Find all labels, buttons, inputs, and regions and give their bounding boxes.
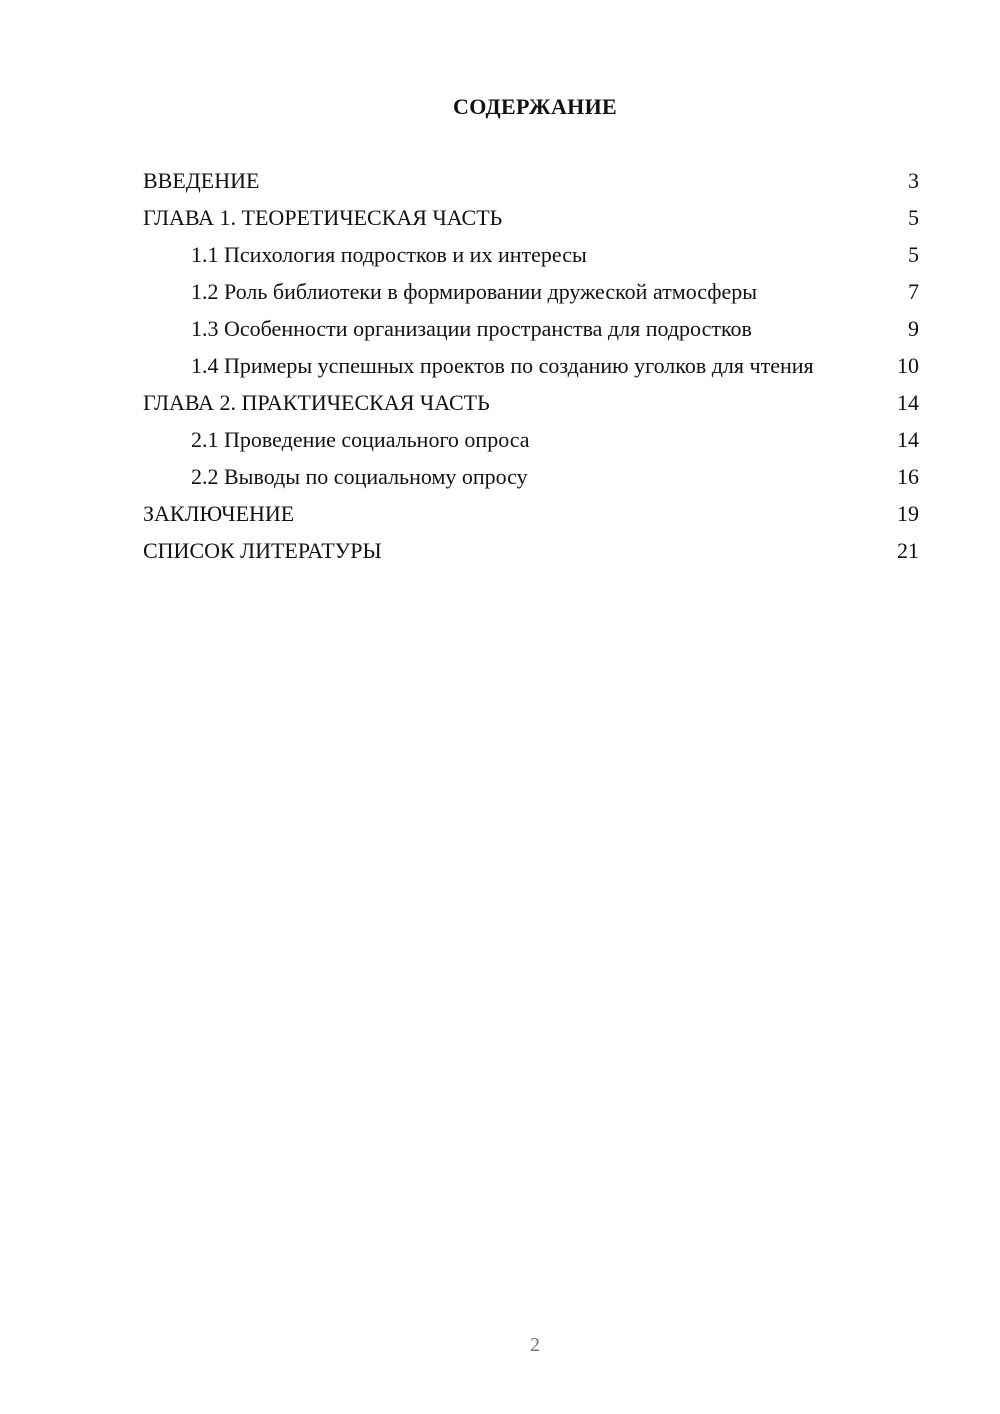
toc-entry-page: 7	[908, 279, 919, 304]
toc-entry-label: ЗАКЛЮЧЕНИЕ	[143, 501, 295, 526]
toc-entry-section-1-1[interactable]	[143, 241, 919, 268]
toc-entry-label: 1.3 Особенности организации пространства для подростков	[191, 316, 752, 341]
toc-entry-page: 14	[897, 427, 919, 452]
toc-entry-page: 14	[897, 390, 919, 415]
toc-entry-page: 10	[897, 353, 919, 378]
toc-entry-section-2-1[interactable]	[143, 426, 919, 453]
toc-entry-label: ГЛАВА 1. ТЕОРЕТИЧЕСКАЯ ЧАСТЬ	[143, 205, 503, 230]
page-title: СОДЕРЖАНИЕ	[453, 94, 617, 119]
toc-entry-page: 19	[897, 501, 919, 526]
page-number: 2	[530, 1334, 540, 1356]
toc-entry-page: 3	[908, 168, 919, 193]
toc-entry-label: 1.4 Примеры успешных проектов по созданию уголков для чтения	[191, 353, 814, 378]
toc-entry-page: 9	[908, 316, 919, 341]
toc-entry-label: 2.2 Выводы по социальному опросу	[191, 464, 528, 489]
toc-entry-section-1-3[interactable]	[143, 315, 919, 342]
toc-entry-page: 16	[897, 464, 919, 489]
toc-entry-label: 2.1 Проведение социального опроса	[191, 427, 530, 452]
toc-entry-section-1-2[interactable]	[143, 278, 919, 305]
toc-entry-section-2-2[interactable]	[143, 463, 919, 490]
toc-entry-label: 1.2 Роль библиотеки в формировании дружеской атмосферы	[191, 279, 758, 304]
toc-entry-label: 1.1 Психология подростков и их интересы	[191, 242, 587, 267]
toc-entry-page: 5	[908, 205, 919, 230]
toc-entry-page: 5	[908, 242, 919, 267]
toc-entry-conclusion[interactable]	[143, 500, 919, 527]
toc-entry-page: 21	[897, 538, 919, 563]
toc-entry-label: СПИСОК ЛИТЕРАТУРЫ	[143, 538, 382, 563]
toc-entry-label: ГЛАВА 2. ПРАКТИЧЕСКАЯ ЧАСТЬ	[143, 390, 490, 415]
table-of-contents	[143, 167, 919, 574]
toc-entry-label: ВВЕДЕНИЕ	[143, 168, 260, 193]
toc-entry-references[interactable]	[143, 537, 919, 564]
toc-entry-chapter-2[interactable]	[143, 389, 919, 416]
toc-entry-chapter-1[interactable]	[143, 204, 919, 231]
toc-entry-introduction[interactable]	[143, 167, 919, 194]
toc-entry-section-1-4[interactable]	[143, 352, 919, 379]
